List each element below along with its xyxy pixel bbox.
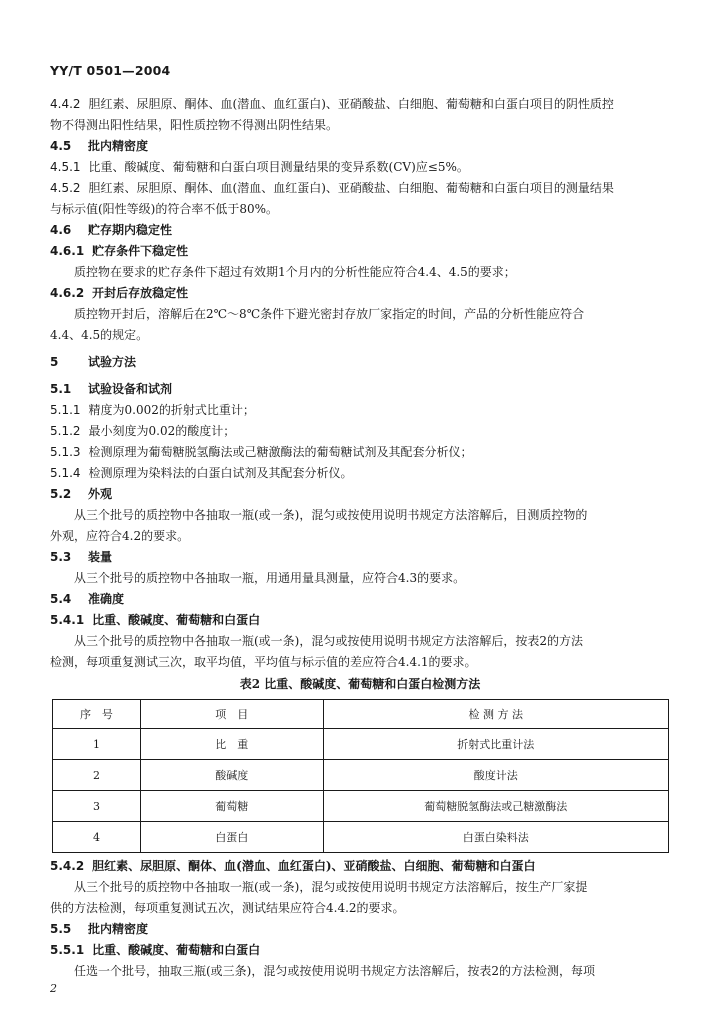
heading-5-3: 5.3 装量 <box>50 550 113 564</box>
clause-5-5-1-body: 任选一个批号，抽取三瓶(或三条)，混匀或按使用说明书规定方法溶解后，按表2的方法检测，每项 <box>74 964 596 978</box>
heading-5-4-1: 5.4.1 比重、酸碱度、葡萄糖和白蛋白 <box>50 613 261 627</box>
clause-5-4-1-body: 从三个批号的质控物中各抽取一瓶(或一条)，混匀或按使用说明书规定方法溶解后，按表2的方法 <box>74 634 584 648</box>
heading-4-5: 4.5 批内精密度 <box>50 139 149 153</box>
table-header-cell: 序 号 <box>53 700 141 729</box>
table-cell: 白蛋白 <box>140 822 323 853</box>
clause-4-5-1: 4.5.1 比重、酸碱度、葡萄糖和白蛋白项目测量结果的变异系数(CV)应≤5%。 <box>50 160 469 174</box>
table-header-cell: 项 目 <box>140 700 323 729</box>
table-cell: 比 重 <box>140 729 323 760</box>
clause-5-4-1-cont: 检测，每项重复测试三次，取平均值，平均值与标示值的差应符合4.4.1的要求。 <box>50 655 477 669</box>
document-body <box>50 94 670 982</box>
clause-4-6-2-body: 质控物开封后，溶解后在2℃～8℃条件下避光密封存放厂家指定的时间，产品的分析性能应符合 <box>74 307 585 321</box>
heading-5: 5 试验方法 <box>50 355 137 369</box>
table-row <box>53 822 669 853</box>
heading-4-6-1: 4.6.1 贮存条件下稳定性 <box>50 244 189 258</box>
table-cell: 葡萄糖 <box>140 791 323 822</box>
clause-4-5-2: 4.5.2 胆红素、尿胆原、酮体、血(潜血、血红蛋白)、亚硝酸盐、白细胞、葡萄糖和白蛋白项目的测量结果 <box>50 181 614 195</box>
table-cell: 酸碱度 <box>140 760 323 791</box>
page-number: 2 <box>50 982 57 995</box>
clause-5-2-cont: 外观，应符合4.2的要求。 <box>50 529 190 543</box>
methods-table <box>52 699 669 853</box>
table-cell: 4 <box>53 822 141 853</box>
clause-4-4-2-cont: 物不得测出阳性结果，阳性质控物不得测出阴性结果。 <box>50 118 339 132</box>
clause-5-2-body: 从三个批号的质控物中各抽取一瓶(或一条)，混匀或按使用说明书规定方法溶解后，目测质控物的 <box>74 508 588 522</box>
standard-code-header: YY/T 0501—2004 <box>50 63 171 78</box>
clause-5-4-2-body: 从三个批号的质控物中各抽取一瓶(或一条)，混匀或按使用说明书规定方法溶解后，按生产厂家提 <box>74 880 588 894</box>
heading-5-1: 5.1 试验设备和试剂 <box>50 382 173 396</box>
table-cell: 2 <box>53 760 141 791</box>
heading-5-5-1: 5.5.1 比重、酸碱度、葡萄糖和白蛋白 <box>50 943 261 957</box>
table-header-row <box>53 700 669 729</box>
clause-4-6-1-body: 质控物在要求的贮存条件下超过有效期1个月内的分析性能应符合4.4、4.5的要求； <box>74 265 516 279</box>
clause-4-5-2-cont: 与标示值(阳性等级)的符合率不低于80%。 <box>50 202 279 216</box>
table-cell: 3 <box>53 791 141 822</box>
table-row <box>53 791 669 822</box>
clause-5-1-2: 5.1.2 最小刻度为0.02的酸度计； <box>50 424 236 438</box>
clause-5-4-2-cont: 供的方法检测，每项重复测试五次，测试结果应符合4.4.2的要求。 <box>50 901 405 915</box>
table-caption: 表2 比重、酸碱度、葡萄糖和白蛋白检测方法 <box>239 677 481 691</box>
table-header-cell: 检 测 方 法 <box>323 700 668 729</box>
heading-5-2: 5.2 外观 <box>50 487 113 501</box>
clause-5-1-3: 5.1.3 检测原理为葡萄糖脱氢酶法或己糖激酶法的葡萄糖试剂及其配套分析仪； <box>50 445 473 459</box>
heading-5-4-2: 5.4.2 胆红素、尿胆原、酮体、血(潜血、血红蛋白)、亚硝酸盐、白细胞、葡萄糖和白蛋白 <box>50 859 536 873</box>
table-cell: 白蛋白染料法 <box>323 822 668 853</box>
heading-5-4: 5.4 准确度 <box>50 592 125 606</box>
table-cell: 折射式比重计法 <box>323 729 668 760</box>
clause-5-3-body: 从三个批号的质控物中各抽取一瓶，用通用量具测量，应符合4.3的要求。 <box>74 571 466 585</box>
clause-5-1-4: 5.1.4 检测原理为染料法的白蛋白试剂及其配套分析仪。 <box>50 466 353 480</box>
heading-4-6-2: 4.6.2 开封后存放稳定性 <box>50 286 189 300</box>
clause-4-4-2: 4.4.2 胆红素、尿胆原、酮体、血(潜血、血红蛋白)、亚硝酸盐、白细胞、葡萄糖和白蛋白项目的阴性质控 <box>50 97 614 111</box>
table-cell: 酸度计法 <box>323 760 668 791</box>
heading-4-6: 4.6 贮存期内稳定性 <box>50 223 173 237</box>
clause-5-1-1: 5.1.1 精度为0.002的折射式比重计； <box>50 403 255 417</box>
table-cell: 葡萄糖脱氢酶法或己糖激酶法 <box>323 791 668 822</box>
clause-4-6-2-cont: 4.4、4.5的规定。 <box>50 328 149 342</box>
table-row <box>53 760 669 791</box>
table-cell: 1 <box>53 729 141 760</box>
heading-5-5: 5.5 批内精密度 <box>50 922 149 936</box>
table-row <box>53 729 669 760</box>
